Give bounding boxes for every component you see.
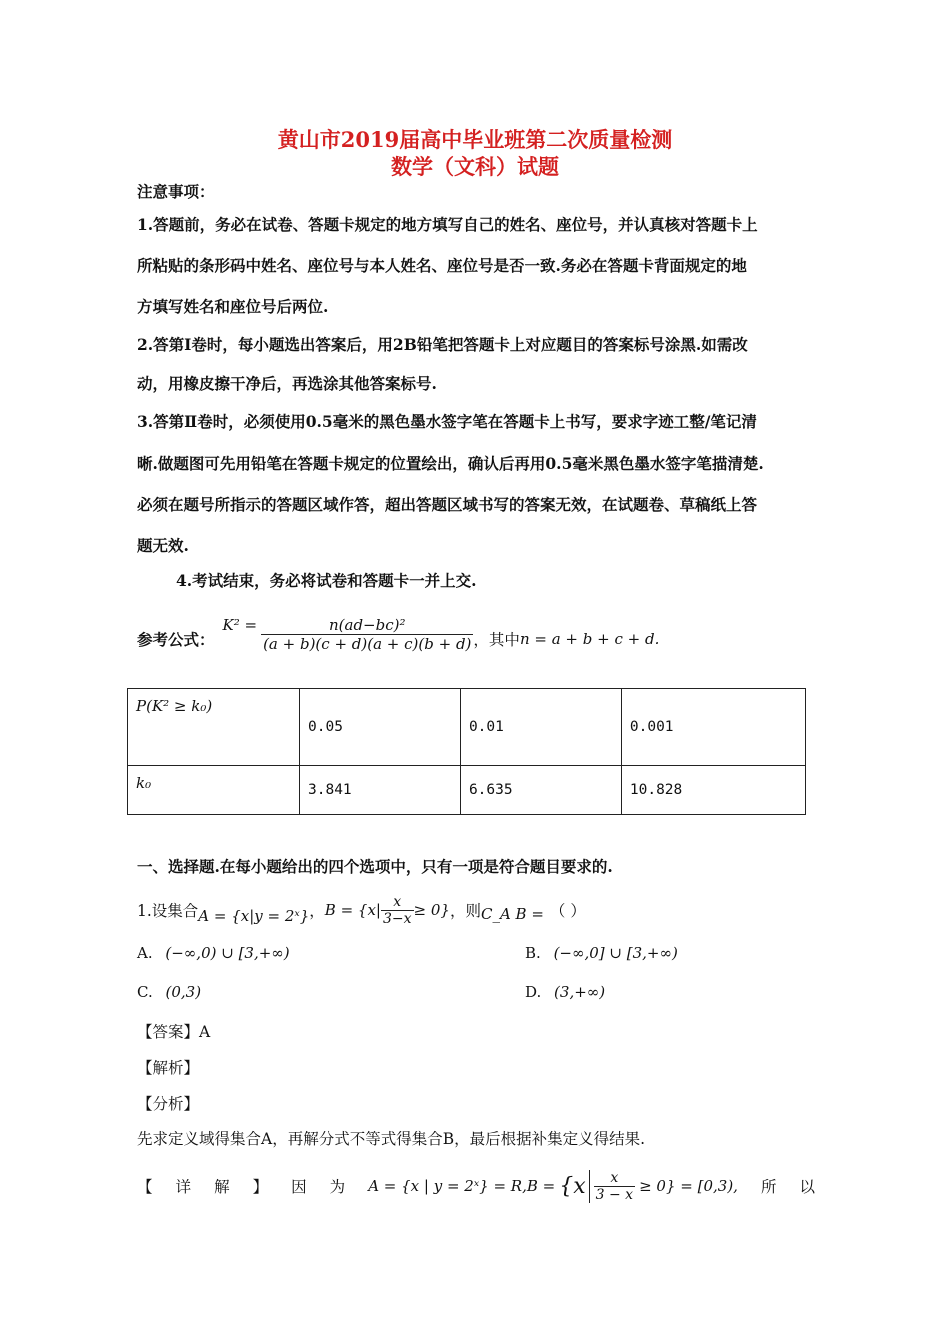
detail-line [137,1162,815,1210]
detail-brace-left: {x [559,1173,586,1199]
detail-char: 因 [291,1178,307,1196]
question-1-ask-expr: C_A B = [480,905,544,923]
question-1-set-b-left: B = {x| [324,901,381,919]
reference-formula [137,600,659,660]
detail-char: 解 [214,1178,230,1196]
detail-bracket-l: 【 [137,1178,153,1196]
notice-p1-line3: 方填写姓名和座位号后两位. [137,297,329,316]
notice-heading: 注意事项： [137,182,215,201]
option-b-text: (−∞,0] ∪ [3,+∞) [553,944,678,962]
option-c [137,983,201,1001]
question-1 [137,888,586,932]
detail-fraction [589,1170,635,1203]
detail-expr-1: A = {x | y = 2ˣ} = R,B = [368,1177,556,1195]
detail-char: 为 [329,1178,346,1196]
question-1-set-b-right: ≥ 0} [413,901,450,919]
notice-p1-line1: 1.答题前，务必在试卷、答题卡规定的地方填写自己的姓名、座位号，并认真核对答题卡上 [137,215,758,234]
table-row [128,689,806,766]
analysis-heading: 【解析】 [137,1059,200,1077]
notice-p2-line2: 动，用橡皮擦干净后，再选涂其他答案标号. [137,374,437,393]
table-cell: 6.635 [460,766,621,815]
option-b-label: B. [525,944,541,962]
notice-p2-line1: 2.答第Ⅰ卷时，每小题选出答案后，用2B铅笔把答题卡上对应题目的答案标号涂黑.如需改 [137,335,748,354]
table-cell: 3.841 [300,766,461,815]
fenxi-text: 先求定义域得集合A，再解分式不等式得集合B，最后根据补集定义得结果. [137,1130,646,1148]
option-a [137,944,290,962]
question-1-fraction-num: x [393,893,402,910]
formula-fraction [261,616,473,653]
notice-p4: 4.考试结束，务必将试卷和答题卡一并上交. [176,571,477,590]
option-d-text: (3,+∞) [554,983,606,1001]
notice-p1-line2: 所粘贴的条形码中姓名、座位号与本人姓名、座位号是否一致.务必在答题卡背面规定的地 [137,256,747,275]
table-cell: 0.01 [460,689,621,766]
table-row [128,766,806,815]
fenxi-heading: 【分析】 [137,1095,200,1113]
option-c-text: (0,3) [165,983,202,1001]
detail-brace-right: ≥ 0} = [0,3), [639,1177,738,1195]
notice-p3-line4: 题无效. [137,536,189,555]
table-header-k0: k₀ [128,766,300,815]
formula-rhs: n = a + b + c + d. [519,630,660,648]
question-1-ask: ，则 [449,902,481,920]
option-d-label: D. [525,983,542,1001]
question-1-comma: ， [309,902,325,920]
section-heading: 一、选择题.在每小题给出的四个选项中，只有一项是符合题目要求的. [137,857,613,876]
question-1-fraction-den: 3−x [382,910,412,927]
option-b [525,944,678,962]
answer: 【答案】A [137,1023,211,1041]
detail-fraction-den: 3 − x [595,1186,634,1203]
detail-char: 详 [175,1178,192,1196]
detail-fraction-num: x [610,1169,619,1186]
formula-label: 参考公式： [137,630,215,649]
notice-p3-line2: 晰.做题图可先用铅笔在答题卡规定的位置绘出，确认后再用0.5毫米黑色墨水签字笔描清楚. [137,454,764,473]
page-subtitle: 数学（文科）试题 [391,154,559,179]
detail-expression [368,1170,738,1203]
detail-char: 所 [760,1178,777,1196]
detail-bracket-r: 】 [252,1178,269,1196]
question-1-paren: （ ） [549,902,586,920]
table-cell: 10.828 [621,766,805,815]
option-d [525,983,605,1001]
formula-where: ，其中 [473,631,520,649]
formula-lhs: K² = [222,616,258,634]
table-cell: 0.05 [300,689,461,766]
formula-numerator: n(ad−bc)² [329,615,406,634]
page-title: 黄山市2019届高中毕业班第二次质量检测 [277,127,673,152]
option-a-label: A. [137,944,153,962]
notice-p3-line1: 3.答第Ⅱ卷时，必须使用0.5毫米的黑色墨水签字笔在答题卡上书写，要求字迹工整/笔记清 [137,412,757,431]
notice-p3-line3: 必须在题号所指示的答题区域作答，超出答题区域书写的答案无效，在试题卷、草稿纸上答 [137,495,758,514]
question-1-fraction [381,894,414,927]
formula-denominator: (a + b)(c + d)(a + c)(b + d) [263,634,472,653]
question-1-prefix: 1.设集合 [137,902,199,920]
detail-char: 以 [799,1178,815,1196]
option-c-label: C. [137,983,153,1001]
critical-value-table [127,688,806,815]
table-cell: 0.001 [621,689,805,766]
question-1-set-a: A = {x|y = 2ˣ} [198,907,310,925]
option-a-text: (−∞,0) ∪ [3,+∞) [165,944,290,962]
table-header-p: P(K² ≥ k₀) [128,689,300,766]
